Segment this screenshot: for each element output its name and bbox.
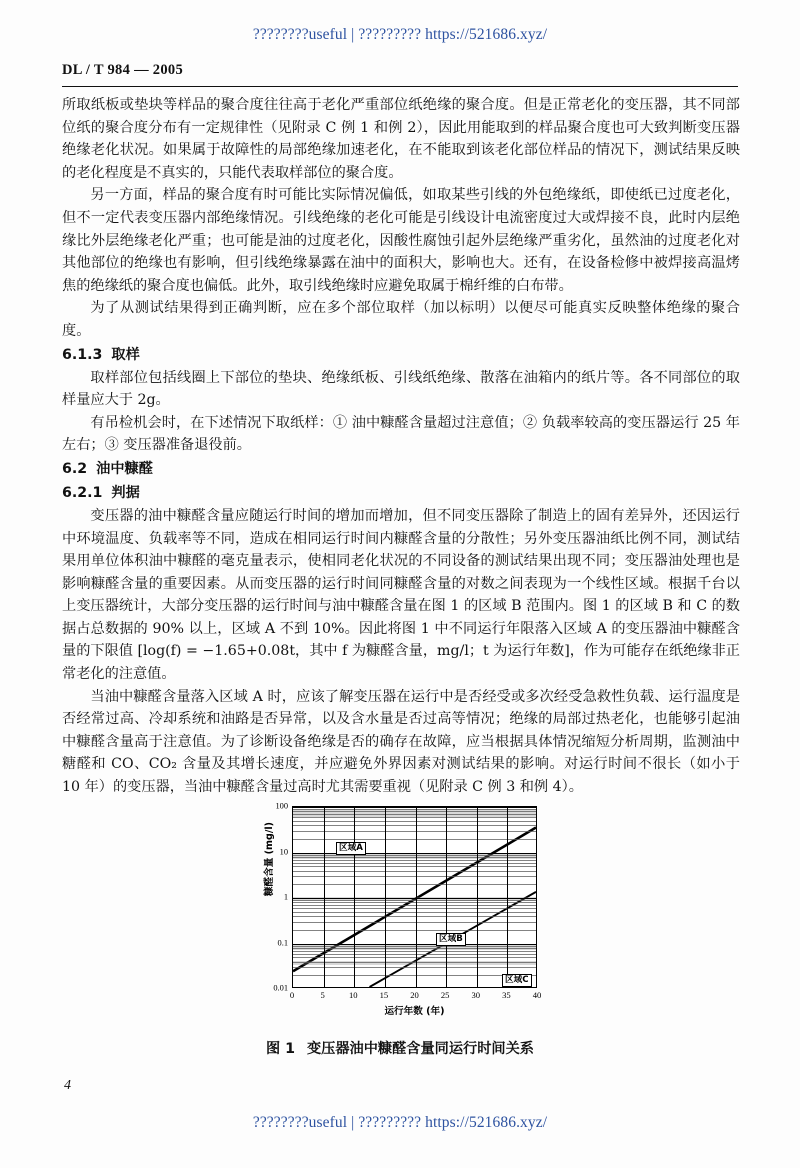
chart-gridline-minor: [293, 821, 536, 822]
y-tick-label: 0.01: [273, 983, 288, 993]
chart-gridline-minor: [293, 967, 536, 968]
paragraph: 当油中糠醛含量落入区域 A 时，应该了解变压器在运行中是否经受或多次经受急救性负载、运行温度是否经常过高、冷却系统和油路是否异常，以及含水量是否过高等情况；绝缘的局部过热老化，也能够引起油中糠醛含量高于注意值。为了诊断设备绝缘是否的确存在故障，应当根据具体情况缩短分析周期，监测油中糖醛和 CO、CO₂ 含量及其增长速度，并应避免外界因素对测试结果的影响。对运行时间不很长（如小于 10 年）的变压器，当油中糠醛含量过高时尤其需要重视（见附录 C 例 3 和例 4）。: [62, 688, 740, 796]
chart-gridline-minor: [293, 825, 536, 826]
chart-gridline-vertical: [324, 807, 325, 987]
x-tick-label: 25: [440, 990, 450, 1000]
figure-caption-text: 变压器油中糠醛含量同运行时间关系: [306, 1041, 534, 1057]
paragraph: 取样部位包括线圈上下部位的垫块、绝缘纸板、引线纸绝缘、散落在油箱内的纸片等。各不同部位的取样量应大于 2g。: [62, 369, 740, 409]
chart-gridline-major: [293, 898, 536, 899]
chart-gridline-minor: [293, 905, 536, 906]
chart-gridline-minor: [293, 948, 536, 949]
chart-gridline-minor: [293, 957, 536, 958]
paragraph: 为了从测试结果得到正确判断，应在多个部位取样（加以标明）以便尽可能真实反映整体绝缘的聚合度。: [62, 300, 740, 339]
watermark-bottom: ????????useful | ????????? https://521686.xyz/: [252, 1114, 548, 1131]
paragraph: 变压器的油中糠醛含量应随运行时间的增加而增加，但不同变压器除了制造上的固有差异外，还因运行中环境温度、负载率等不同，造成在相同运行时间内糠醛含量的分散性；另外变压器油纸比例不同，测试结果用单位体积油中糠醛的毫克量表示，使相同老化状况的不同设备的测试结果出现不同；变压器油处理也是影响糠醛含量的重要因素。从而变压器的运行时间同糠醛含量的对数之间表现为一个线性区域。根据千台以上变压器统计，大部分变压器的运行时间与油中糠醛含量在图 1 的区域 B 范围内。图 1 的区域 B 和 C 的数据占总数据的 90% 以上，区域 A 不到 10%。因此将图 1 中不同运行年限落入区域 A 的变压器油中糠醛含量的下限值 [log(f) = −1.65+0.08t，其中 f 为糠醛含量，mg/l；t 为运行年数]，作为可能存在纸绝缘非正常老化的注意值。: [62, 507, 740, 683]
region-label-c: 区域C: [502, 974, 532, 987]
chart-gridline-minor: [293, 809, 536, 810]
x-axis-ticks: [289, 990, 542, 1004]
chart-plot-area: [292, 806, 537, 988]
chart-gridline-minor: [293, 908, 536, 909]
chart-gridline-minor: [293, 817, 536, 818]
x-tick-label: 40: [532, 990, 542, 1000]
region-label-a: 区域A: [336, 842, 366, 855]
chart-gridline-minor: [293, 962, 536, 963]
figure-1: [0, 800, 800, 1058]
standard-code-header: DL / T 984 — 2005: [62, 62, 183, 78]
chart-gridline-major: [293, 807, 536, 808]
chart-gridline-minor: [293, 839, 536, 840]
x-tick-label: 20: [410, 990, 419, 1000]
chart-gridline-minor: [293, 863, 536, 864]
y-axis-title: 糠醛含量 (mg/l): [264, 821, 275, 897]
section-heading-6-2-1: [62, 482, 740, 505]
x-tick-label: 15: [379, 990, 389, 1000]
paragraph: 所取纸板或垫块等样品的聚合度往往高于老化严重部位纸绝缘的聚合度。但是正常老化的变压器，其不同部位纸的聚合度分布有一定规律性（见附录 C 例 1 和例 2），因此用能取到的样品聚合度也可大致判断变压器绝缘老化状况。如果属于故障性的局部绝缘加速老化，在不能取到该老化部位样品的情况下，测试结果反映的老化程度是不真实的，只能代表取样部位的聚合度。: [62, 97, 740, 181]
x-tick-label: 0: [289, 990, 295, 1000]
chart-gridline-minor: [293, 884, 536, 885]
chart-gridline-minor: [293, 912, 536, 913]
figure-caption-number: 图 1: [265, 1041, 295, 1057]
chart-gridline-major: [293, 853, 536, 854]
y-tick-label: 0.1: [277, 938, 288, 947]
chart-gridline-minor: [293, 814, 536, 815]
chart-gridline-minor: [293, 866, 536, 867]
y-tick-label: 1: [283, 892, 288, 902]
x-tick-label: 30: [471, 990, 481, 1000]
region-label-b: 区域B: [436, 933, 466, 946]
chart-gridline-minor: [293, 857, 536, 858]
chart-gridline-major: [293, 944, 536, 945]
chart-gridline-vertical: [354, 807, 355, 987]
document-body: [62, 94, 740, 799]
chart-gridline-minor: [293, 930, 536, 931]
page-number: 4: [64, 1078, 71, 1093]
chart-gridline-minor: [293, 922, 536, 923]
chart-gridline-minor: [293, 855, 536, 856]
y-tick-label: 100: [275, 801, 288, 811]
chart-gridline-minor: [293, 871, 536, 872]
chart-gridline-minor: [293, 811, 536, 812]
chart-gridline-minor: [293, 954, 536, 955]
chart-gridline-vertical: [477, 807, 478, 987]
section-number: 6.2: [62, 460, 88, 477]
section-number: 6.1.3: [62, 346, 103, 363]
section-title: 油中糠醛: [96, 460, 153, 477]
watermark-top: ????????useful | ????????? https://521686.xyz/: [252, 26, 548, 43]
chart-gridline-vertical: [446, 807, 447, 987]
section-heading-6-1-3: [62, 344, 740, 367]
section-heading-6-2: [62, 458, 740, 481]
y-tick-label: 10: [279, 847, 288, 856]
x-tick-label: 5: [320, 990, 325, 1000]
section-number: 6.2.1: [62, 484, 103, 501]
x-axis-title: 运行年数 (年): [384, 1006, 445, 1017]
chart-gridline-minor: [293, 876, 536, 877]
figure-caption: [0, 1038, 800, 1058]
chart-gridline-vertical: [416, 807, 417, 987]
chart-gridline-minor: [293, 831, 536, 832]
chart-gridline-minor: [293, 860, 536, 861]
chart-gridline-minor: [293, 900, 536, 901]
chart-gridline-vertical: [385, 807, 386, 987]
chart-gridline-minor: [293, 946, 536, 947]
x-tick-label: 10: [348, 990, 358, 1000]
paragraph: 另一方面，样品的聚合度有时可能比实际情况偏低，如取某些引线的外包绝缘纸，即使纸已过度老化，但不一定代表变压器内部绝缘情况。引线绝缘的老化可能是引线设计电流密度过大或焊接不良，此时内层绝缘比外层绝缘老化严重；也可能是油的过度老化，因酸性腐蚀引起外层绝缘严重劣化，虽然油的过度老化对其他部位的绝缘也有影响，但引线绝缘暴露在油中的面积大，影响也大。还有，在设备检修中被焊接高温烤焦的绝缘纸的聚合度也偏低。此外，取引线绝缘时应避免取属于棉纤维的白布带。: [62, 187, 740, 294]
x-tick-label: 35: [502, 990, 511, 1000]
section-title: 取样: [111, 346, 140, 363]
chart-gridline-minor: [293, 975, 536, 976]
chart-gridline-minor: [293, 916, 536, 917]
section-title: 判据: [111, 484, 140, 501]
paragraph: 有吊检机会时，在下述情况下取纸样：① 油中糠醛含量超过注意值；② 负载率较高的变压器运行 25 年左右；③ 变压器准备退役前。: [62, 414, 740, 454]
chart-gridline-minor: [293, 902, 536, 903]
chart-container: [240, 800, 560, 1028]
chart-gridline-vertical: [507, 807, 508, 987]
chart-gridline-minor: [293, 951, 536, 952]
header-rule: [62, 86, 738, 87]
